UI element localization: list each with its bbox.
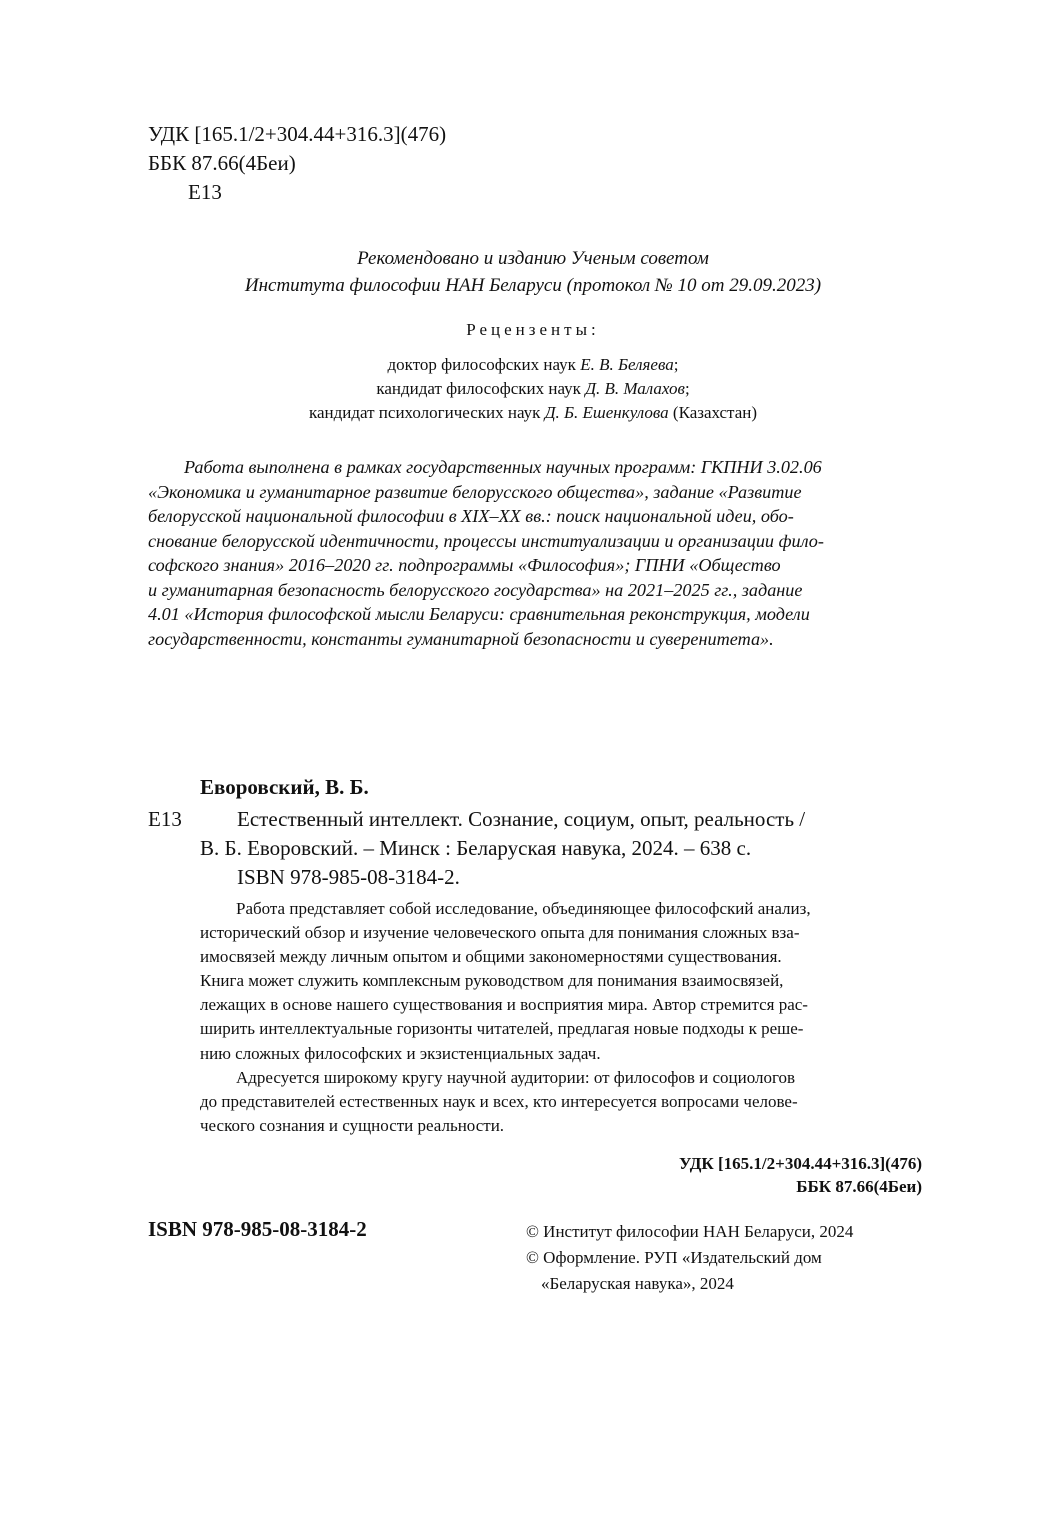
abstract-line: Книга может служить комплексным руководством для понимания взаимосвязей, [200, 971, 784, 991]
classification-block [148, 120, 446, 207]
funding-note [148, 455, 920, 651]
reviewers-list [148, 353, 918, 425]
copyright-line: «Беларуская навука», 2024 [541, 1274, 734, 1293]
abstract-line: нию сложных философских и экзистенциальных задач. [200, 1043, 601, 1063]
abstract-line: имосвязей между личным опытом и общими закономерностями существования. [200, 947, 782, 967]
reviewer-item [148, 401, 918, 425]
recommendation-line: Института философии НАН Беларуси (протокол № 10 от 29.09.2023) [244, 275, 822, 296]
card-title-line: Естественный интеллект. Сознание, социум, опыт, реальность / [237, 807, 806, 831]
reviewer-suffix: ; [684, 379, 690, 398]
abstract-line: Работа представляет собой исследование, объединяющее философский анализ, [236, 899, 811, 918]
reviewer-suffix: ; [673, 355, 679, 374]
reviewer-name: Д. Б. Ешенкулова [544, 403, 669, 422]
recommendation-line: Рекомендовано и изданию Ученым советом [357, 248, 709, 269]
funding-line: 4.01 «История философской мысли Беларуси: сравнительная реконструкция, модели [148, 604, 810, 624]
card-bbk-code: ББК 87.66(4Беи) [796, 1177, 922, 1196]
funding-line: снование белорусской идентичности, процессы институализации и организации фило- [148, 530, 824, 551]
funding-line: «Экономика и гуманитарное развитие белорусского общества», задание «Развитие [148, 481, 802, 502]
copyright-line: © Институт философии НАН Беларуси, 2024 [526, 1222, 854, 1241]
reviewer-item [148, 353, 918, 377]
author-mark: Е13 [188, 180, 222, 204]
card-abstract [200, 897, 922, 1138]
reviewer-item [148, 377, 918, 401]
funding-line: софского знания» 2016–2020 гг. подпрограммы «Философия»; ГПНИ «Общество [148, 555, 781, 575]
funding-line: и гуманитарная безопасность белорусского государства» на 2021–2025 гг., задание [148, 579, 803, 600]
copyright-line: © Оформление. РУП «Издательский дом [526, 1248, 822, 1267]
reviewer-degree: кандидат философских наук [376, 379, 586, 398]
copyright-block [526, 1219, 853, 1297]
card-udc-code: УДК [165.1/2+304.44+316.3](476) [678, 1154, 922, 1173]
funding-line: Работа выполнена в рамках государственных научных программ: ГКПНИ 3.02.06 [184, 457, 822, 477]
funding-line: белорусской национальной философии в XIX–XX вв.: поиск национальной идеи, обо- [148, 506, 794, 526]
card-isbn-line: ISBN 978-985-08-3184-2. [237, 865, 460, 889]
reviewer-name: Д. В. Малахов [585, 379, 685, 398]
bbk-code: ББК 87.66(4Беи) [148, 151, 296, 175]
reviewer-degree: кандидат психологических наук [308, 403, 545, 422]
card-title-line: В. Б. Еворовский. – Минск : Беларуская навука, 2024. – 638 с. [200, 836, 752, 860]
funding-line: государственности, константы гуманитарной безопасности и суверенитета». [148, 628, 774, 649]
reviewer-suffix: (Казахстан) [668, 403, 758, 422]
reviewer-name: Е. В. Беляева [580, 355, 674, 374]
abstract-line: ширить интеллектуальные горизонты читателей, предлагая новые подходы к реше- [200, 1019, 804, 1039]
card-mark: Е13 [148, 807, 182, 831]
abstract-line: лежащих в основе нашего существования и восприятия мира. Автор стремится рас- [200, 995, 808, 1015]
udc-code: УДК [165.1/2+304.44+316.3](476) [148, 122, 447, 146]
abstract-line: Адресуется широкому кругу научной аудитории: от философов и социологов [236, 1067, 796, 1087]
card-author-heading: Еворовский, В. Б. [200, 775, 369, 799]
reviewer-degree: доктор философских наук [387, 355, 581, 374]
recommendation-note [148, 245, 918, 299]
card-classification [679, 1152, 922, 1198]
isbn-number: ISBN 978-985-08-3184-2 [148, 1217, 367, 1241]
abstract-line: исторический обзор и изучение человеческого опыта для понимания сложных вза- [200, 923, 800, 943]
reviewers-heading: Рецензенты: [466, 320, 600, 339]
abstract-line: ческого сознания и сущности реальности. [200, 1115, 505, 1135]
abstract-line: до представителей естественных наук и всех, кто интересуется вопросами челове- [200, 1091, 798, 1111]
